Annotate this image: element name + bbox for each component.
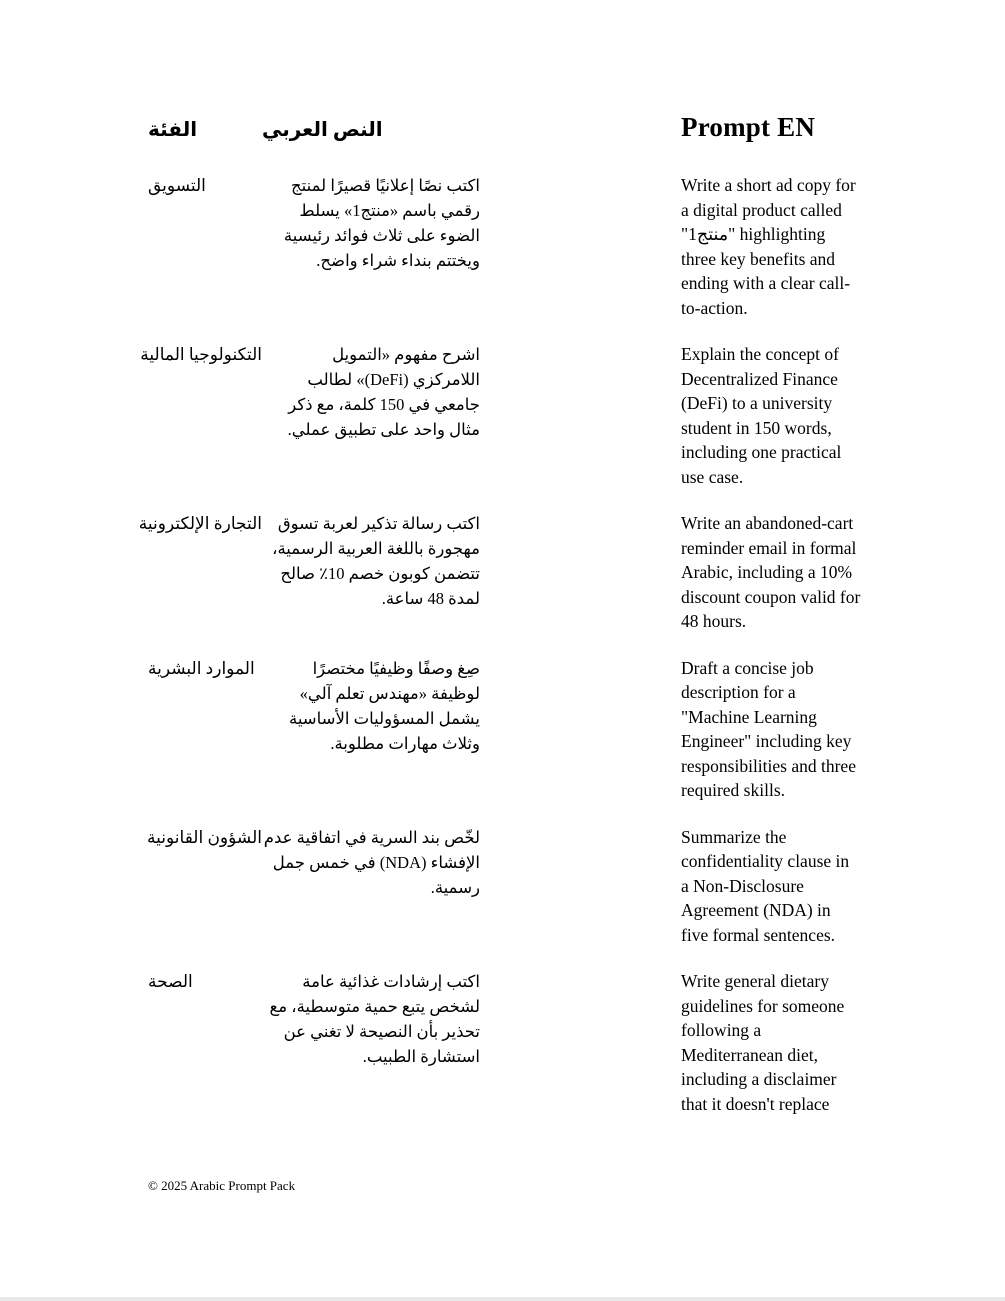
category-cell: الصحة: [148, 972, 193, 991]
prompt-row-hr: [148, 656, 1005, 803]
english-text-cell: Explain the concept of Decentralized Finance (DeFi) to a university student in 150 words, including one practical use case.: [681, 344, 842, 487]
header-category-label: الفئة: [148, 119, 198, 141]
prompt-row-health: [148, 969, 1005, 1116]
arabic-text-cell: اكتب رسالة تذكير لعربة تسوق مهجورة باللغة العربية الرسمية، تتضمن كوبون خصم 10٪ صالح لمدة 48 ساعة.: [272, 514, 480, 608]
arabic-text-cell: اشرح مفهوم «التمويل اللامركزي (DeFi)» لطالب جامعي في 150 كلمة، مع ذكر مثال واحد على تطبيق عملي.: [287, 345, 480, 439]
page-bottom-edge: [0, 1297, 1005, 1301]
english-text-cell: Write general dietary guidelines for someone following a Mediterranean diet, including a disclaimer that it doesn't replace: [681, 971, 845, 1114]
category-cell: التسويق: [148, 176, 206, 195]
table-header-row: [148, 112, 1005, 143]
prompt-row-fintech: [140, 342, 1005, 489]
english-text-cell: Write an abandoned-cart reminder email in formal Arabic, including a 10% discount coupon valid for 48 hours.: [681, 513, 861, 631]
english-text-cell: Write a short ad copy for a digital product called "منتج1" highlighting three key benefits and ending with a clear call-to-action.: [681, 175, 856, 318]
english-text-cell: Summarize the confidentiality clause in a Non-Disclosure Agreement (NDA) in five formal sentences.: [681, 826, 850, 945]
prompt-row-ecommerce: [138, 511, 1005, 634]
prompt-row-legal: [148, 825, 1005, 948]
header-arabic-text-label: النص العربي: [262, 119, 383, 141]
category-cell: التكنولوجيا المالية: [140, 345, 262, 364]
arabic-text-cell: اكتب إرشادات غذائية عامة لشخص يتبع حمية متوسطية، مع تحذير بأن النصيحة لا تغني عن استشارة الطبيب.: [269, 972, 480, 1066]
prompt-row-marketing: [148, 173, 1005, 320]
arabic-text-cell: صِغ وصفًا وظيفيًا مختصرًا لوظيفة «مهندس تعلم آلي» يشمل المسؤوليات الأساسية وثلاث مهارات مطلوبة.: [288, 658, 480, 753]
category-cell: الشؤون القانونية: [147, 827, 262, 847]
header-prompt-en-label: Prompt EN: [681, 112, 816, 142]
category-cell: الموارد البشرية: [148, 658, 255, 678]
arabic-text-cell: لخّص بند السرية في اتفاقية عدم الإفشاء (NDA) في خمس جمل رسمية.: [263, 827, 480, 897]
english-text-cell: Draft a concise job description for a "Machine Learning Engineer" including key responsibilities and three required skills.: [681, 657, 856, 800]
copyright-footer: © 2025 Arabic Prompt Pack: [148, 1178, 296, 1193]
arabic-text-cell: اكتب نصًا إعلانيًا قصيرًا لمنتج رقمي باسم «منتج1» يسلط الضوء على ثلاث فوائد رئيسية ويختتم بنداء شراء واضح.: [283, 176, 480, 270]
category-cell: التجارة الإلكترونية: [138, 514, 262, 533]
